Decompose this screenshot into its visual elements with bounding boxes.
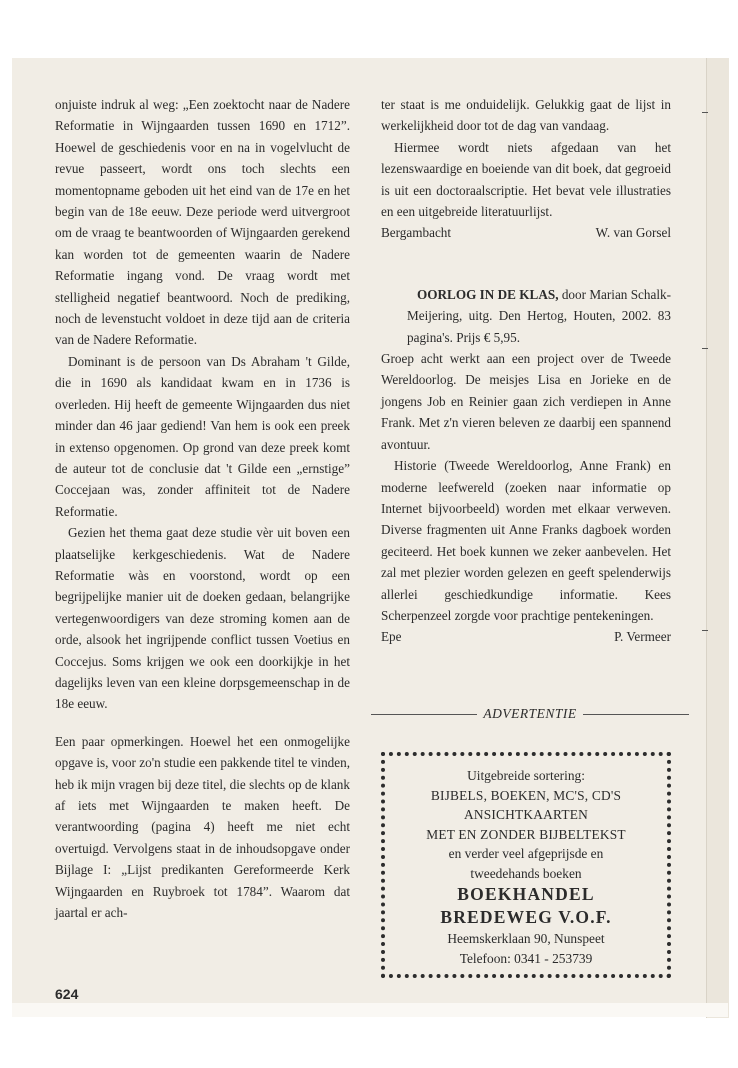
ad-line: MET EN ZONDER BIJBELTEKST — [426, 826, 626, 842]
advertisement-label: ADVERTENTIE — [483, 706, 577, 721]
left-paragraph-2: Dominant is de persoon van Ds Abraham 't Gilde, die in 1690 als kandidaat kwam en in 1736 is overleden. Hij heeft de gemeente Wijngaarden dus niet minder dan 46 jaar gediend! Van hem is ook een preek in extenso opgenomen. Op grond van deze preek komt de auteur tot de conclusie dat 't Gilde een „ernstige” Coccejaan was, zonder affiniteit tot de Nadere Reformatie. — [55, 353, 350, 519]
advertisement-box — [381, 752, 671, 978]
left-paragraph-1: onjuiste indruk al weg: „Een zoektocht naar de Nadere Reformatie in Wijngaarden tussen 1690 en 1712”. Hoewel de geschiedenis voor en na in vogelvlucht de revue passeert, wordt ons toch slechts een momentopname geboden uit het eind van de 17e en het begin van de 18e eeuw. Deze periode werd uitvergroot om de vraag te beantwoorden of Wijngaarden gerekend kan worden tot de gemeenten waarin de Nadere Reformatie ingang vond. De vraag wordt met stelligheid negatief beantwoord. Noch de prediking, noch de levenstucht voldoet in deze tijd aan de criteria van de Nadere Reformatie. — [55, 97, 350, 348]
left-paragraph-3: Gezien het thema gaat deze studie vèr uit boven een plaatselijke kerkgeschiedenis. Wat de Nadere Reformatie wàs en voorstond, wordt op een begrijpelijke manier uit de doeken gedaan, belangrijke vertegenwoordigers van deze stroming komen aan de orde, alsook het ingrijpende conflict tussen Voetius en Coccejus. Soms krijgen we ook een doorkijkje in het dagelijks leven van een kleine dorpsgemeenschap in de 18e eeuw. — [55, 525, 350, 712]
left-column — [55, 94, 350, 923]
ad-line: ANSICHTKAARTEN — [464, 807, 588, 822]
advertisement-label-row — [371, 706, 689, 722]
page-edge-tick — [702, 112, 708, 113]
page-number: 624 — [55, 986, 79, 1002]
ad-phone: Telefoon: 0341 - 253739 — [459, 950, 593, 966]
review2-paragraph-2: Historie (Tweede Wereldoorlog, Anne Frank) en moderne leefwereld (zoeken naar informatie op Internet bijvoorbeeld) worden met elkaar verweven. Diverse fragmenten uit Anne Franks dagboek worden geciteerd. Het boek kunnen we zeker aanbevelen. Het zal met plezier worden gelezen en geeft spelenderwijs allerlei geschiedkundige informatie. Kees Scherpenzeel zorgde voor prachtige pentekeningen. — [381, 458, 671, 623]
page-bottom-margin — [12, 1003, 728, 1017]
review1-place: Bergambacht — [381, 225, 452, 241]
review1-author: W. van Gorsel — [595, 225, 671, 241]
ad-line: Uitgebreide sortering: — [467, 768, 585, 783]
ad-address: Heemskerklaan 90, Nunspeet — [447, 931, 605, 946]
left-paragraph-4: Een paar opmerkingen. Hoewel het een onmogelijke opgave is, voor zo'n studie een pakkende titel te vinden, heb ik mijn vragen bij deze titel, die slechts op de klank af iets met Wijngaarden te maken heeft. De verantwoording (pagina 4) heeft me niet echt overtuigd. Vervolgens staat in de inhoudsopgave onder Bijlage I: „Lijst predikanten Gereformeerde Kerk Wijngaarden en Ruybroek tot 1784”. Waarom dat jaartal er ach- — [55, 733, 350, 921]
ad-line: BIJBELS, BOEKEN, MC'S, CD'S — [430, 787, 622, 803]
ad-line: en verder veel afgeprijsde en — [448, 846, 604, 861]
review1-paragraph-2: Hiermee wordt niets afgedaan van het lezenswaardige en boeiende van dit boek, dat gegroeid is uit een doctoraalscriptie. Het bevat vele illustraties en een uitgebreide literatuurlijst. — [381, 139, 671, 220]
divider-left — [371, 714, 477, 715]
ad-shop-name: BOEKHANDEL — [457, 884, 595, 904]
review2-author: P. Vermeer — [614, 629, 671, 645]
review2-book-meta: door Marian Schalk-Meijering, uitg. Den Hertog, Houten, 2002. 83 pagina's. Prijs € 5,95. — [407, 286, 672, 345]
review2-paragraph-1: Groep acht werkt aan een project over de Tweede Wereldoorlog. De meisjes Lisa en Jorieke en de jongens Job en Reinier gaan zich verdiepen in Anne Frank. Met z'n vieren beleven ze daarbij een spannend avontuur. — [381, 351, 671, 452]
review2-book-title: OORLOG IN DE KLAS, — [417, 286, 559, 302]
ad-line: tweedehands boeken — [470, 865, 582, 881]
right-column — [381, 94, 671, 648]
review2-signature — [381, 626, 671, 647]
ad-shop-name-company: BREDEWEG V.O.F. — [440, 907, 612, 927]
page-edge-tick — [702, 348, 708, 349]
review2-heading — [381, 284, 671, 348]
next-page-edge — [706, 58, 729, 1018]
divider-right — [583, 714, 689, 715]
review2-place: Epe — [381, 629, 402, 645]
review1-signature — [381, 222, 671, 243]
page-edge-tick — [702, 630, 708, 631]
review1-paragraph-1: ter staat is me onduidelijk. Gelukkig gaat de lijst in werkelijkheid door tot de dag van vandaag. — [381, 97, 671, 134]
